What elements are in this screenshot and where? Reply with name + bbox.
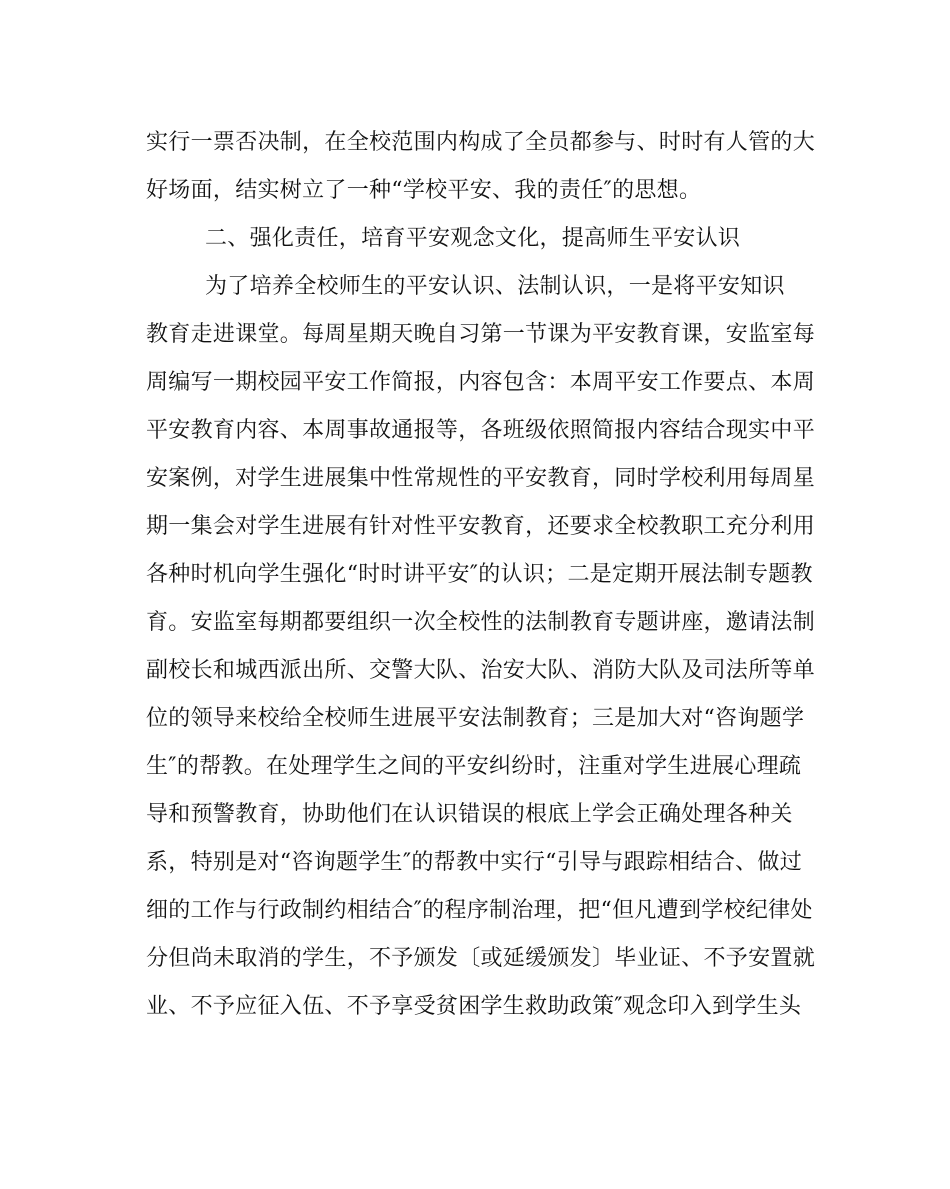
text-line: 细的工作与行政制约相结合″的程序制治理，把“但凡遭到学校纪律处 — [146, 898, 813, 923]
text-line: 实行一票否决制，在全校范围内构成了全员都参与、时时有人管的大 — [146, 130, 816, 155]
text-line: 位的领导来校给全校师生进展平安法制教育；三是加大对“咨询题学 — [146, 706, 805, 731]
text-line: 好场面，结实树立了一种“学校平安、我的责任″的思想。 — [146, 178, 702, 203]
text-line: 期一集会对学生进展有针对性平安教育，还要求全校教职工充分利用 — [146, 514, 816, 539]
text-line: 副校长和城西派出所、交警大队、治安大队、消防大队及司法所等单 — [146, 658, 816, 683]
body-text — [146, 124, 816, 1036]
paragraph-start-line: 为了培养全校师生的平安认识、法制认识，一是将平安知识 — [205, 274, 785, 299]
text-line: 安案例，对学生进展集中性常规性的平安教育，同时学校利用每周星 — [146, 466, 816, 491]
text-line: 生″的帮教。在处理学生之间的平安纠纷时，注重对学生进展心理疏 — [146, 754, 802, 779]
text-line: 育。安监室每期都要组织一次全校性的法制教育专题讲座，邀请法制 — [146, 610, 816, 635]
text-line: 平安教育内容、本周事故通报等，各班级依照简报内容结合现实中平 — [146, 418, 816, 443]
paragraph-start-line: 二、强化责任，培育平安观念文化，提高师生平安认识 — [205, 226, 741, 251]
text-line: 周编写一期校园平安工作简报，内容包含：本周平安工作要点、本周 — [146, 370, 816, 395]
text-line: 教育走进课堂。每周星期天晚自习第一节课为平安教育课，安监室每 — [146, 322, 816, 347]
text-line: 业、不予应征入伍、不予享受贫困学生救助政策″观念印入到学生头 — [146, 994, 802, 1019]
text-line: 分但尚未取消的学生，不予颁发〔或延缓颁发〕毕业证、不予安置就 — [146, 946, 816, 971]
text-line: 系，特别是对“咨询题学生″的帮教中实行“引导与跟踪相结合、做过 — [146, 850, 803, 875]
text-line: 导和预警教育，协助他们在认识错误的根底上学会正确处理各种关 — [146, 802, 793, 827]
text-line: 各种时机向学生强化“时时讲平安″的认识；二是定期开展法制专题教 — [146, 562, 813, 587]
